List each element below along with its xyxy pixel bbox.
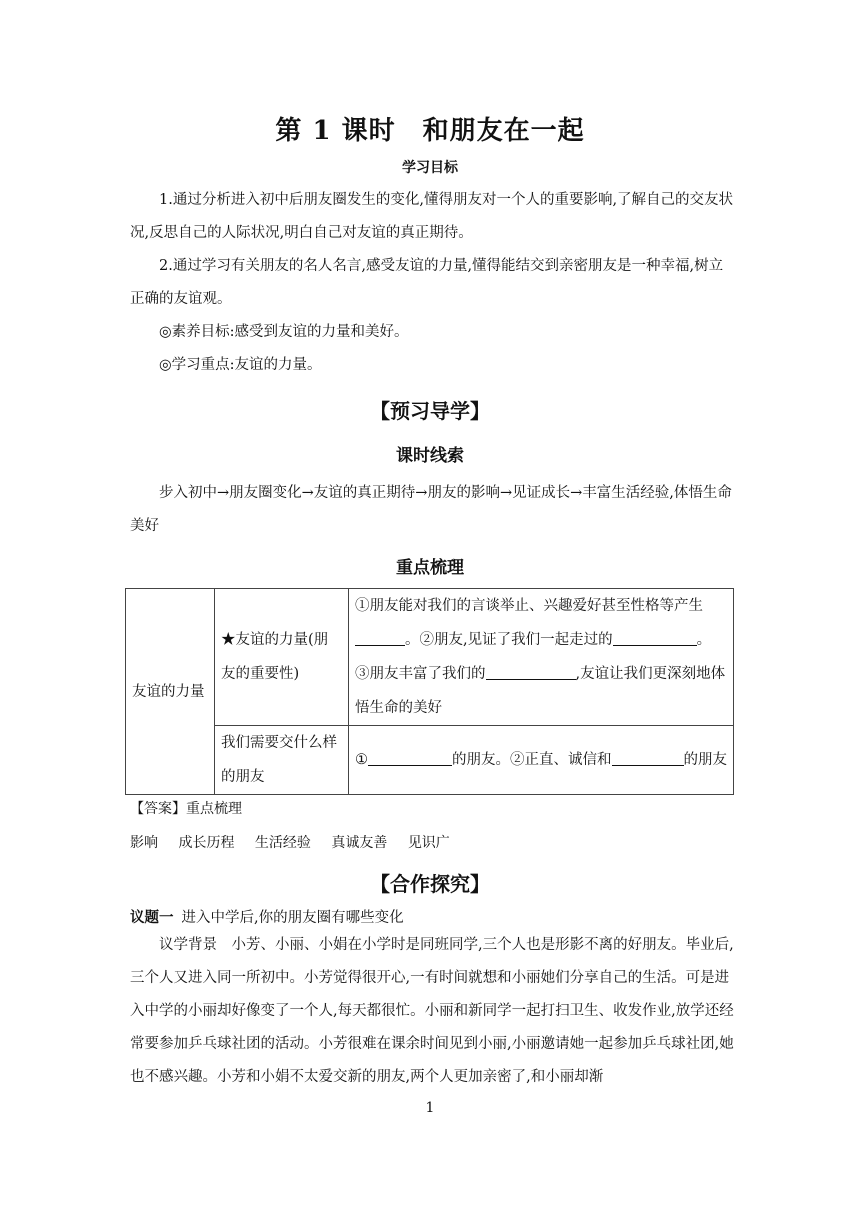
page-number: 1 bbox=[425, 1100, 435, 1116]
answer-item: 生活经验 bbox=[254, 835, 311, 851]
row1-label: ★友谊的力量(朋友的重要性) bbox=[215, 589, 349, 726]
clue-text: 步入初中→朋友圈变化→友谊的真正期待→朋友的影响→见证成长→丰富生活经验,体悟生命美好 bbox=[130, 485, 732, 534]
objectives-heading: 学习目标 bbox=[402, 160, 458, 176]
row1-content bbox=[349, 589, 734, 726]
row1-text-1: ①朋友能对我们的言谈举止、兴趣爱好甚至性格等产生 bbox=[355, 598, 703, 614]
summary-table bbox=[125, 588, 734, 795]
answer-item: 真诚友善 bbox=[331, 835, 388, 851]
fill-blank-5 bbox=[612, 751, 684, 767]
row2-label: 我们需要交什么样的朋友 bbox=[215, 726, 349, 795]
row2-text-3: 的朋友 bbox=[683, 752, 727, 768]
fill-blank-1 bbox=[355, 631, 405, 647]
row1-text-5: ,友谊让我们更深刻地体悟生命的美好 bbox=[355, 666, 726, 716]
row1-text-2: 。②朋友,见证了我们一起走过的 bbox=[405, 632, 613, 648]
preview-heading: 【预习导学】 bbox=[370, 399, 490, 423]
answer-item: 见识广 bbox=[407, 835, 450, 851]
literacy-objective: ◎素养目标:感受到友谊的力量和美好。 bbox=[159, 324, 409, 340]
answer-item: 影响 bbox=[130, 835, 158, 851]
row1-text-3: 。 bbox=[696, 632, 712, 648]
lesson-title: 第 1 课时 和朋友在一起 bbox=[275, 116, 585, 146]
summary-heading: 重点梳理 bbox=[396, 558, 464, 578]
fill-blank-4 bbox=[368, 751, 452, 767]
topic-label: 议题一 bbox=[130, 909, 174, 926]
answer-list bbox=[130, 832, 466, 852]
answer-label: 【答案】重点梳理 bbox=[130, 801, 242, 817]
table-row bbox=[126, 589, 734, 726]
row2-text-2: 的朋友。②正直、诚信和 bbox=[452, 752, 612, 768]
topic-line bbox=[130, 906, 404, 927]
explore-heading: 【合作探究】 bbox=[370, 872, 490, 896]
row1-text-4: ③朋友丰富了我们的 bbox=[355, 666, 486, 682]
topic-text: 进入中学后,你的朋友圈有哪些变化 bbox=[181, 910, 404, 926]
clue-heading: 课时线索 bbox=[396, 446, 464, 466]
category-cell: 友谊的力量 bbox=[126, 589, 215, 795]
answer-item: 成长历程 bbox=[178, 835, 235, 851]
background-paragraph: 议学背景 小芳、小丽、小娟在小学时是同班同学,三个人也是形影不离的好朋友。毕业后,三个人又进入同一所初中。小芳觉得很开心,一有时间就想和小丽她们分享自己的生活。可是进入中学的小丽却好像变了一个人,每天都很忙。小丽和新同学一起打扫卫生、收发作业,放学还经常要参加乒乓球社团的活动。小芳很难在课余时间见到小丽,小丽邀请她一起参加乒乓球社团,她也不感兴趣。小芳和小娟不太爱交新的朋友,两个人更加亲密了,和小丽却渐 bbox=[130, 937, 734, 1085]
row2-content bbox=[349, 726, 734, 795]
row2-text-1: ① bbox=[355, 752, 368, 768]
fill-blank-3 bbox=[486, 665, 576, 681]
fill-blank-2 bbox=[613, 631, 697, 647]
table-row bbox=[126, 726, 734, 795]
objective-1: 1.通过分析进入初中后朋友圈发生的变化,懂得朋友对一个人的重要影响,了解自己的交友状况,反思自己的人际状况,明白自己对友谊的真正期待。 bbox=[130, 192, 734, 241]
key-point: ◎学习重点:友谊的力量。 bbox=[159, 357, 322, 373]
objective-2: 2.通过学习有关朋友的名人名言,感受友谊的力量,懂得能结交到亲密朋友是一种幸福,树立正确的友谊观。 bbox=[130, 258, 724, 307]
